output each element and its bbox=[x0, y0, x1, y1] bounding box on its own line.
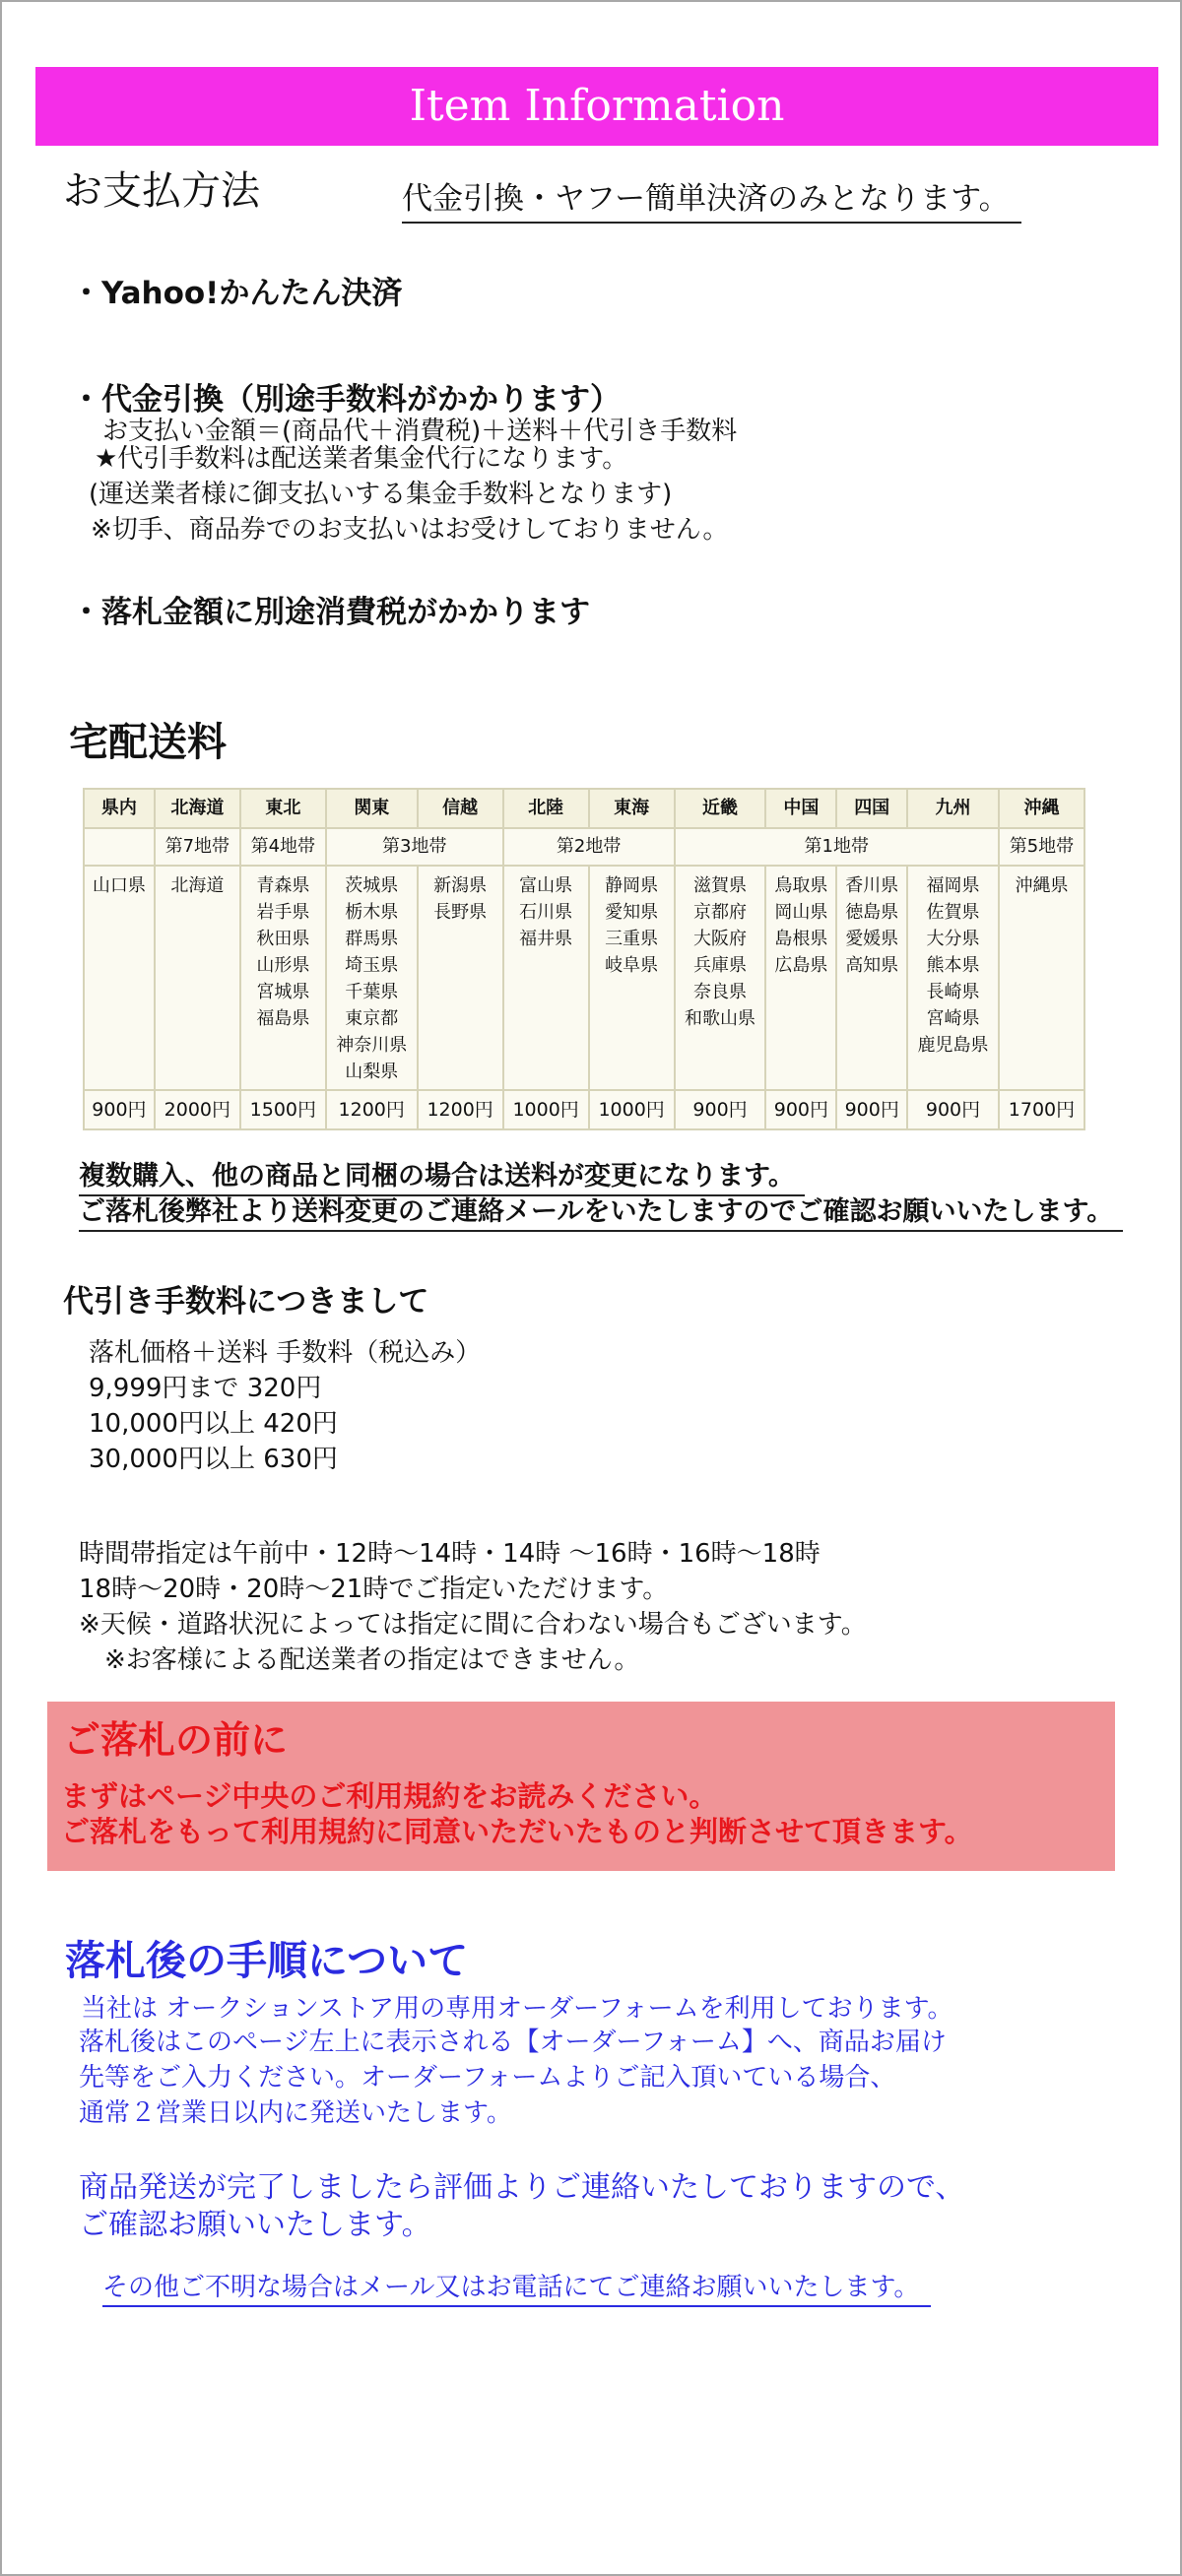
prefecture-name: 宮城県 bbox=[256, 982, 310, 1002]
prefecture-row bbox=[84, 866, 1084, 1090]
region-cell: 近畿 bbox=[675, 789, 766, 828]
prefecture-name: 静岡県 bbox=[605, 875, 659, 896]
prefecture-name: 島根県 bbox=[774, 929, 828, 949]
payment-method-yahoo: ・Yahoo!かんたん決済 bbox=[71, 276, 403, 311]
price-cell: 1200円 bbox=[326, 1090, 418, 1129]
prefecture-name: 山口県 bbox=[92, 875, 146, 896]
prefecture-name: 栃木県 bbox=[345, 902, 399, 923]
prefecture-name: 岡山県 bbox=[774, 902, 828, 923]
prefecture-name: 新潟県 bbox=[433, 875, 488, 896]
cod-detail: ★代引手数料は配送業者集金代行になります。 bbox=[95, 444, 628, 474]
after-bid-shipped: ご確認お願いいたします。 bbox=[79, 2208, 431, 2242]
zone-cell: 第1地帯 bbox=[675, 828, 999, 866]
prefecture-name: 岐阜県 bbox=[605, 955, 659, 976]
prefecture-name: 広島県 bbox=[774, 955, 828, 976]
price-cell: 900円 bbox=[675, 1090, 766, 1129]
delivery-time-line: 18時～20時・20時～21時でご指定いただけます。 bbox=[79, 1575, 669, 1604]
prefecture-cell bbox=[589, 866, 675, 1090]
prefecture-name: 和歌山県 bbox=[685, 1008, 756, 1029]
price-cell: 900円 bbox=[765, 1090, 836, 1129]
cod-detail: (運送業者様に御支払いする集金手数料となります) bbox=[89, 480, 673, 509]
prefecture-cell bbox=[836, 866, 907, 1090]
prefecture-name: 奈良県 bbox=[693, 982, 748, 1002]
prefecture-name: 長野県 bbox=[433, 902, 488, 923]
delivery-time-line: 時間帯指定は午前中・12時～14時・14時 ～16時・16時～18時 bbox=[79, 1539, 821, 1569]
prefecture-name: 富山県 bbox=[519, 875, 573, 896]
zone-cell: 第3地帯 bbox=[326, 828, 503, 866]
payment-tax-note: ・落札金額に別途消費税がかかります bbox=[71, 595, 590, 630]
cod-detail: ※切手、商品券でのお支払いはお受けしておりません。 bbox=[91, 515, 729, 545]
prefecture-name: 三重県 bbox=[605, 929, 659, 949]
region-cell: 沖縄 bbox=[999, 789, 1084, 828]
cod-detail: お支払い金額＝(商品代＋消費税)＋送料＋代引き手数料 bbox=[102, 417, 738, 446]
prefecture-name: 山形県 bbox=[256, 955, 310, 976]
prefecture-cell bbox=[84, 866, 155, 1090]
prefecture-name: 北海道 bbox=[170, 875, 225, 896]
payment-method-cod: ・代金引換（別途手数料がかかります） bbox=[71, 382, 621, 418]
prefecture-name: 鳥取県 bbox=[774, 875, 828, 896]
prefecture-cell bbox=[765, 866, 836, 1090]
prefecture-name: 青森県 bbox=[256, 875, 310, 896]
shipping-notice: 複数購入、他の商品と同梱の場合は送料が変更になります。 bbox=[79, 1154, 805, 1196]
prefecture-cell bbox=[326, 866, 418, 1090]
price-cell: 900円 bbox=[907, 1090, 999, 1129]
cod-fee-line: 落札価格＋送料 手数料（税込み） bbox=[89, 1338, 482, 1368]
zone-cell: 第5地帯 bbox=[999, 828, 1084, 866]
cod-fee-line: 9,999円まで 320円 bbox=[89, 1374, 322, 1403]
prefecture-cell bbox=[503, 866, 589, 1090]
prefecture-name: 石川県 bbox=[519, 902, 573, 923]
price-cell: 900円 bbox=[836, 1090, 907, 1129]
prefecture-name: 高知県 bbox=[845, 955, 899, 976]
prefecture-name: 秋田県 bbox=[256, 929, 310, 949]
prefecture-name: 愛媛県 bbox=[845, 929, 899, 949]
shipping-notice: ご落札後弊社より送料変更のご連絡メールをいたしますのでご確認お願いいたします。 bbox=[79, 1190, 1123, 1232]
prefecture-name: 神奈川県 bbox=[336, 1035, 408, 1056]
price-cell: 1200円 bbox=[418, 1090, 503, 1129]
prefecture-name: 群馬県 bbox=[345, 929, 399, 949]
cod-fee-line: 30,000円以上 630円 bbox=[89, 1445, 338, 1474]
prefecture-name: 山梨県 bbox=[345, 1062, 399, 1082]
before-bid-line: まずはページ中央のご利用規約をお読みください。 bbox=[61, 1779, 718, 1813]
prefecture-name: 大阪府 bbox=[693, 929, 748, 949]
prefecture-cell bbox=[418, 866, 503, 1090]
zone-cell: 第4地帯 bbox=[240, 828, 326, 866]
payment-note: 代金引換・ヤフー簡単決済のみとなります。 bbox=[402, 173, 1021, 224]
before-bid-line: ご落札をもって利用規約に同意いただいたものと判断させて頂きます。 bbox=[61, 1815, 973, 1848]
delivery-time-line: ※お客様による配送業者の指定はできません。 bbox=[79, 1645, 640, 1675]
region-cell: 関東 bbox=[326, 789, 418, 828]
prefecture-name: 宮崎県 bbox=[926, 1008, 980, 1029]
after-bid-heading: 落札後の手順について bbox=[65, 1937, 469, 1984]
prefecture-name: 長崎県 bbox=[926, 982, 980, 1002]
shipping-table bbox=[83, 788, 1085, 1130]
prefecture-name: 岩手県 bbox=[256, 902, 310, 923]
zone-cell: 第2地帯 bbox=[503, 828, 675, 866]
price-cell: 1700円 bbox=[999, 1090, 1084, 1129]
prefecture-cell bbox=[155, 866, 240, 1090]
price-cell: 1500円 bbox=[240, 1090, 326, 1129]
region-cell: 北海道 bbox=[155, 789, 240, 828]
price-cell: 2000円 bbox=[155, 1090, 240, 1129]
after-bid-contact: その他ご不明な場合はメール又はお電話にてご連絡お願いいたします。 bbox=[102, 2267, 931, 2307]
cod-fee-line: 10,000円以上 420円 bbox=[89, 1409, 338, 1439]
prefecture-name: 千葉県 bbox=[345, 982, 399, 1002]
prefecture-name: 香川県 bbox=[845, 875, 899, 896]
price-cell: 1000円 bbox=[589, 1090, 675, 1129]
after-bid-paragraph: 通常２営業日以内に発送いたします。 bbox=[79, 2098, 512, 2128]
prefecture-name: 佐賀県 bbox=[926, 902, 980, 923]
payment-heading: お支払方法 bbox=[63, 168, 260, 214]
prefecture-name: 鹿児島県 bbox=[917, 1035, 989, 1056]
price-cell: 900円 bbox=[84, 1090, 155, 1129]
before-bid-title: ご落札の前に bbox=[63, 1718, 289, 1762]
region-cell: 県内 bbox=[84, 789, 155, 828]
cod-fee-heading: 代引き手数料につきまして bbox=[63, 1284, 429, 1320]
prefecture-name: 兵庫県 bbox=[693, 955, 748, 976]
item-information-banner: Item Information bbox=[35, 67, 1158, 146]
prefecture-name: 沖縄県 bbox=[1015, 875, 1069, 896]
prefecture-name: 福島県 bbox=[256, 1008, 310, 1029]
region-row bbox=[84, 789, 1084, 828]
price-row bbox=[84, 1090, 1084, 1129]
prefecture-name: 京都府 bbox=[693, 902, 748, 923]
region-cell: 九州 bbox=[907, 789, 999, 828]
zone-cell bbox=[84, 828, 155, 866]
after-bid-shipped: 商品発送が完了しましたら評価よりご連絡いたしておりますので、 bbox=[79, 2170, 965, 2205]
zone-cell: 第7地帯 bbox=[155, 828, 240, 866]
after-bid-paragraph: 落札後はこのページ左上に表示される【オーダーフォーム】へ、商品お届け bbox=[79, 2028, 947, 2057]
after-bid-paragraph: 先等をご入力ください。オーダーフォームよりご記入頂いている場合、 bbox=[79, 2063, 896, 2093]
prefecture-name: 熊本県 bbox=[926, 955, 980, 976]
prefecture-name: 愛知県 bbox=[605, 902, 659, 923]
region-cell: 東北 bbox=[240, 789, 326, 828]
prefecture-name: 滋賀県 bbox=[693, 875, 748, 896]
shipping-heading: 宅配送料 bbox=[69, 720, 227, 765]
zone-row bbox=[84, 828, 1084, 866]
prefecture-cell bbox=[240, 866, 326, 1090]
after-bid-paragraph: 当社は オークションストア用の専用オーダーフォームを利用しております。 bbox=[81, 1994, 953, 2024]
price-cell: 1000円 bbox=[503, 1090, 589, 1129]
prefecture-name: 福井県 bbox=[519, 929, 573, 949]
prefecture-cell bbox=[907, 866, 999, 1090]
region-cell: 信越 bbox=[418, 789, 503, 828]
prefecture-name: 東京都 bbox=[345, 1008, 399, 1029]
region-cell: 中国 bbox=[765, 789, 836, 828]
prefecture-name: 福岡県 bbox=[926, 875, 980, 896]
prefecture-name: 大分県 bbox=[926, 929, 980, 949]
region-cell: 四国 bbox=[836, 789, 907, 828]
delivery-time-line: ※天候・道路状況によっては指定に間に合わない場合もございます。 bbox=[79, 1610, 867, 1640]
prefecture-name: 埼玉県 bbox=[345, 955, 399, 976]
region-cell: 北陸 bbox=[503, 789, 589, 828]
prefecture-name: 茨城県 bbox=[345, 875, 399, 896]
prefecture-cell bbox=[675, 866, 766, 1090]
region-cell: 東海 bbox=[589, 789, 675, 828]
prefecture-cell bbox=[999, 866, 1084, 1090]
prefecture-name: 徳島県 bbox=[845, 902, 899, 923]
